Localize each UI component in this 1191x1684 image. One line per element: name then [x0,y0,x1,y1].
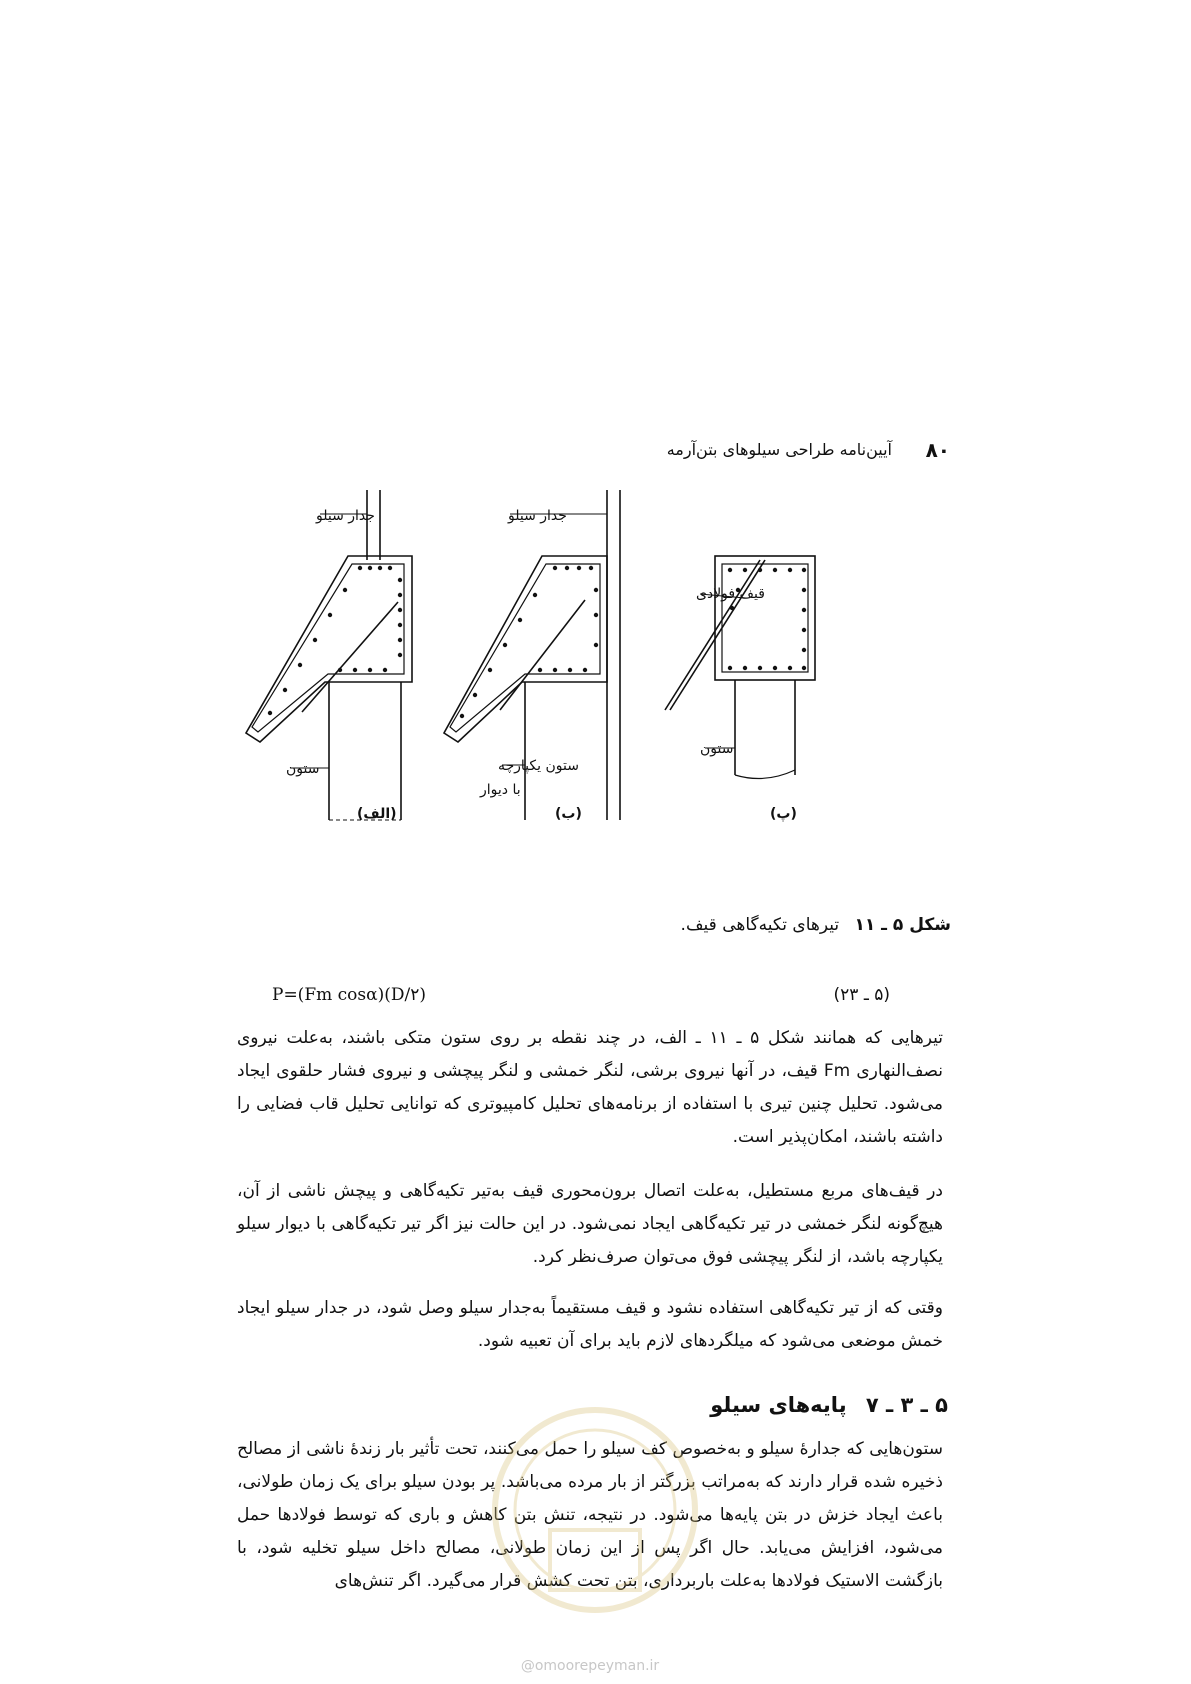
section-heading [710,1393,948,1417]
label-c-hopper: قیف فولادی [696,586,765,602]
figure-hopper-support-beams [230,508,970,900]
label-c-column: ستون [700,741,734,757]
paragraph-2: در قیف‌های مربع مستطیل، به‌علت اتصال برون‌محوری قیف به‌تیر تکیه‌گاهی و پیچش ناشی از آن، هیچ‌گونه لنگر خمشی در تیر تکیه‌گاهی ایجاد نمی‌شود. در این حالت نیز اگر تیر تکیه‌گاهی با دیوار سیلو یکپارچه باشد، از لنگر پیچشی فوق می‌توان صرف‌نظر کرد. [237,1181,943,1267]
label-c-sub: (پ) [770,806,797,822]
section-number: ۵ ـ ۳ ـ ۷ [865,1393,948,1417]
paragraph-3: وقتی که از تیر تکیه‌گاهی استفاده نشود و قیف مستقیماً به‌جدار سیلو وصل شود، در جدار سیلو ایجاد خمش موضعی می‌شود که میلگردهای لازم باید برای آن تعبیه شود. [237,1298,943,1351]
section-title: پایه‌های سیلو [710,1393,847,1417]
running-title: آیین‌نامه طراحی سیلوهای بتن‌آرمه [666,440,892,459]
watermark-seal-icon [480,1400,710,1640]
label-a-wall: جدار سیلو [316,508,375,524]
label-b-wall: جدار سیلو [508,508,567,524]
equation-number: (۵ ـ ۲۳) [833,985,890,1005]
label-a-column: ستون [286,761,320,777]
figure-number: شکل ۵ ـ ۱۱ [854,915,951,935]
equation [240,985,940,1015]
paragraph-1: تیرهایی که همانند شکل ۵ ـ ۱۱ ـ الف، در چند نقطه بر روی ستون متکی باشند، به‌علت نیروی نصف‌النهاری Fm قیف، در آنها نیروی برشی، لنگر خمشی و لنگر پیچشی و نیروی فشار حلقوی ایجاد می‌شود. تحلیل چنین تیری با استفاده از برنامه‌های تحلیل کامپیوتری که توانایی تحلیل قاب فضایی را داشته باشند، امکان‌پذیر است. [237,1028,943,1147]
label-b-column-2: با دیوار [480,782,521,798]
watermark-text: @omoorepeyman.ir [520,1658,660,1674]
page-header [650,438,950,468]
page-number: ۸۰ [925,438,950,462]
figure-caption-text: تیرهای تکیه‌گاهی قیف. [680,915,840,935]
paragraph-4: ستون‌هایی که جدارهٔ سیلو و به‌خصوص کف سیلو را حمل می‌کنند، تحت تأثیر بار زندهٔ ناشی از مصالح ذخیره شده قرار دارند که به‌مراتب بزرگتر از بار مرده می‌باشد. پر بودن سیلو برای یک زمان طولانی، باعث ایجاد خزش در بتن پایه‌ها می‌شود. در نتیجه، تنش بتن کاهش و باری که توسط فولادها حمل می‌شود، افزایش می‌یابد. حال اگر پس از این زمان طولانی، مصالح داخل سیلو تخلیه شود، با بازگشت الاستیک فولادها به‌علت باربرداری، بتن تحت کشش قرار می‌گیرد. اگر تنش‌های [237,1439,943,1591]
label-a-sub: (الف) [357,806,397,822]
label-b-sub: (ب) [555,806,582,822]
equation-formula: P=(Fm cosα)(D/۲) [272,985,426,1005]
figure-caption [251,915,951,935]
diagram-a [246,490,412,820]
label-b-column-1: ستون یکپارچه [498,758,579,774]
